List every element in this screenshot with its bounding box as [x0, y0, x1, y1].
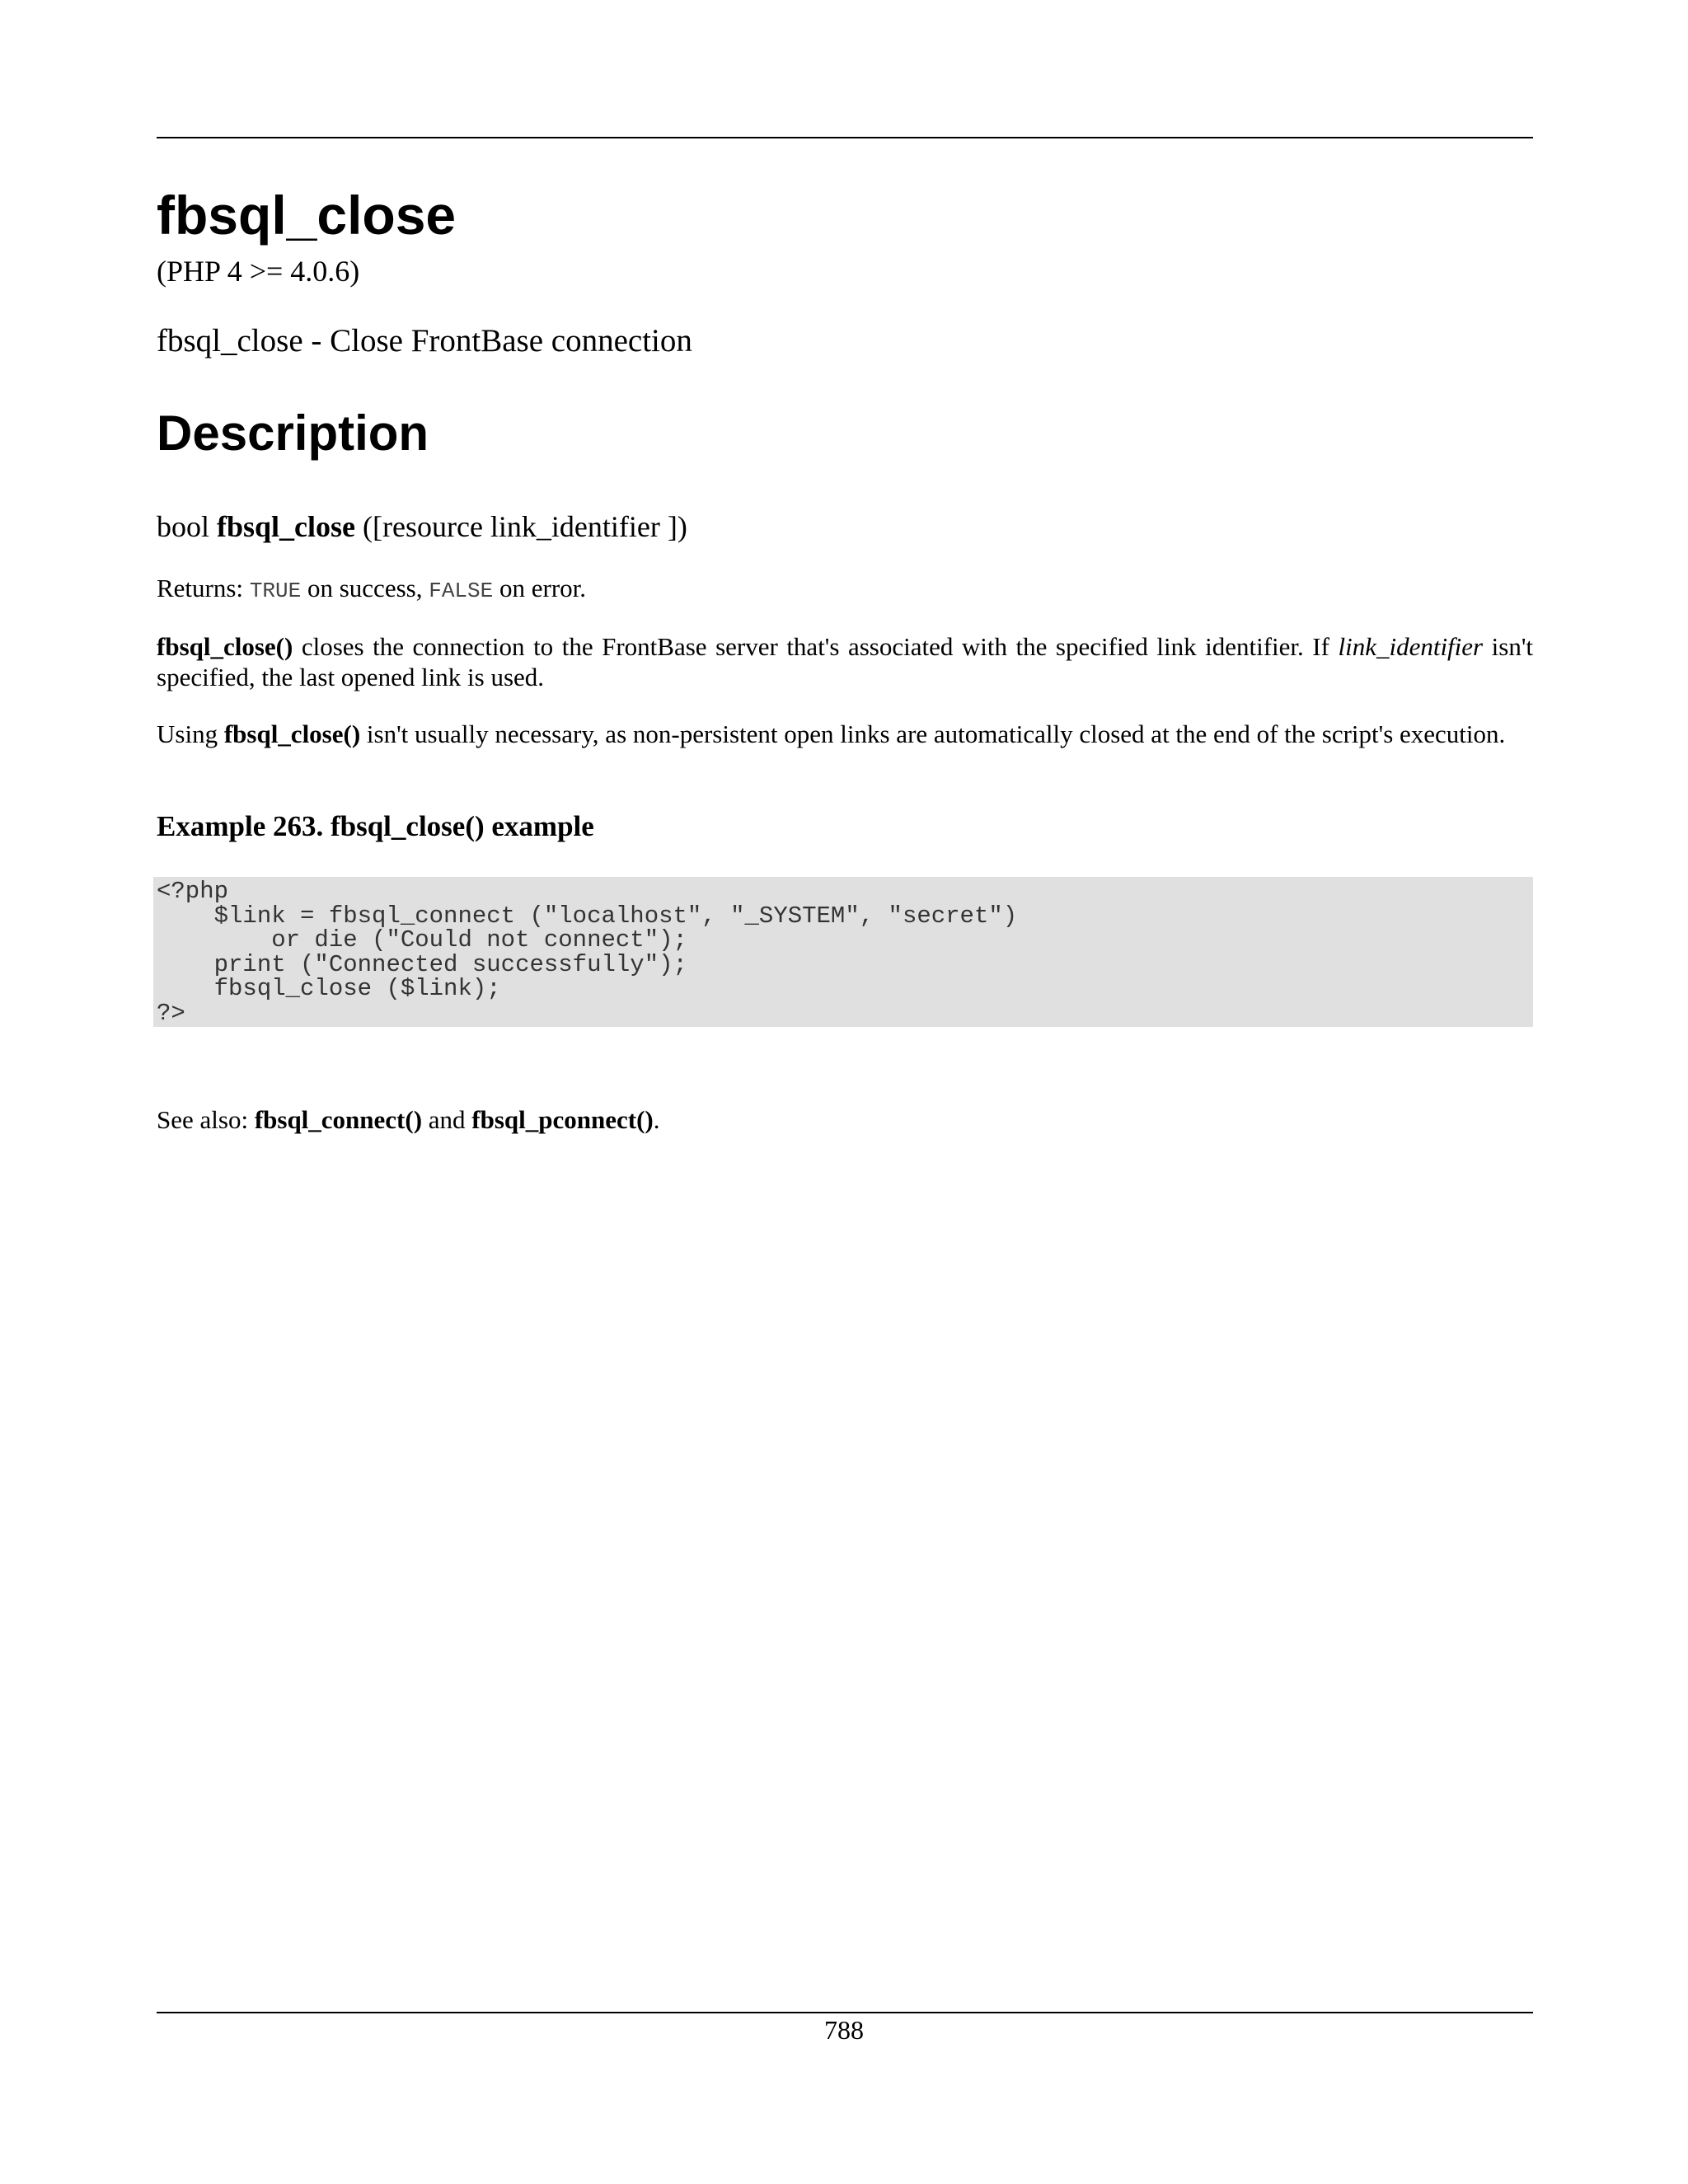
code-block [153, 877, 1533, 1027]
returns-end-text: on error. [499, 574, 587, 602]
returns-mid-text: on success, [307, 574, 423, 602]
page-number: 788 [824, 2015, 864, 2045]
section-title-description: Description [157, 405, 429, 461]
function-synopsis [157, 509, 687, 545]
returns-label: Returns: [157, 574, 244, 602]
true-constant: TRUE [249, 579, 302, 603]
page-title: fbsql_close [157, 185, 457, 246]
code-line: print ("Connected successfully"); [157, 950, 687, 978]
ref-purpose: fbsql_close - Close FrontBase connection [157, 323, 692, 359]
version-info: (PHP 4 >= 4.0.6) [157, 255, 360, 288]
parameter-ref: link_identifier [1338, 632, 1484, 661]
false-constant: FALSE [429, 579, 494, 603]
code-line: fbsql_close ($link); [157, 975, 501, 1002]
usage-paragraph [157, 719, 1533, 749]
code-line: ?> [157, 999, 185, 1027]
example-title: Example 263. fbsql_close() example [157, 810, 594, 842]
code-line: $link = fbsql_connect ("localhost", "_SYSTEM", "secret") [157, 902, 1018, 930]
see-also-link-fbsql-pconnect[interactable]: fbsql_pconnect() [471, 1105, 654, 1134]
code-line: or die ("Could not connect"); [157, 926, 687, 954]
header-rule [157, 137, 1533, 138]
close-description-text: closes the connection to the FrontBase server that's associated with the specified link identifier. If [301, 632, 1329, 661]
see-also-joiner: and [428, 1105, 466, 1134]
function-ref: fbsql_close() [157, 632, 293, 661]
function-name: fbsql_close [217, 510, 356, 543]
close-description-text-end: isn't specified, the last opened link is used. [157, 632, 1534, 691]
see-also-link-fbsql-connect[interactable]: fbsql_connect() [254, 1105, 423, 1134]
returns-paragraph [157, 573, 1533, 607]
close-description-paragraph [157, 631, 1533, 692]
usage-text: isn't usually necessary, as non-persistent open links are automatically closed at the end of the script's execution. [366, 719, 1506, 748]
return-type: bool [157, 510, 210, 543]
see-also-paragraph [157, 1104, 1533, 1135]
see-also-period: . [653, 1105, 660, 1134]
code-line: <?php [157, 878, 229, 905]
function-ref: fbsql_close() [223, 719, 361, 748]
see-also-label: See also: [157, 1105, 249, 1134]
function-params: ([resource link_identifier ]) [363, 510, 687, 543]
usage-prefix: Using [157, 719, 218, 748]
footer-rule [157, 2012, 1533, 2013]
